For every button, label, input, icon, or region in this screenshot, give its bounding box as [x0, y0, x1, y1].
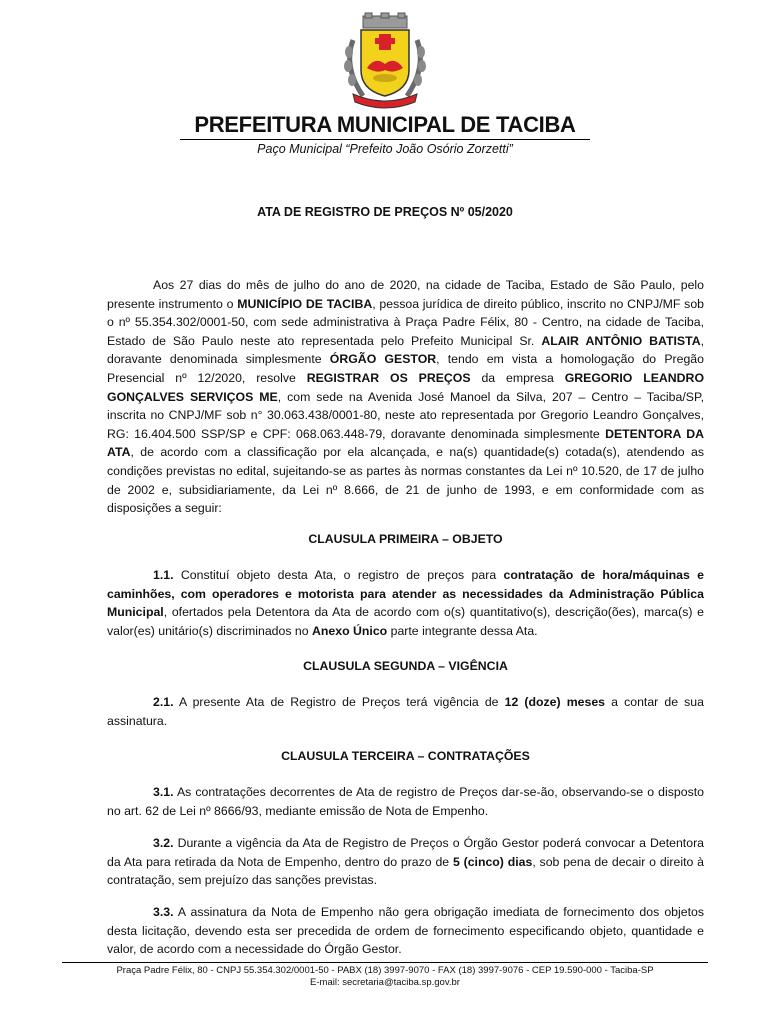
page-title: PREFEITURA MUNICIPAL DE TACIBA — [194, 112, 576, 137]
clause3-paragraph-1: 3.1. As contratações decorrentes de Ata de registro de Preços dar-se-ão, observando-se o disposto no art. 62 de Lei nº 8666/93, mediante emissão de Nota de Empenho. — [107, 785, 704, 818]
clause1-paragraph: 1.1. Constituí objeto desta Ata, o registro de preços para contratação de hora/máquinas e caminhões, com operadores e motorista para atender as necessidades da Administração Pública Municipal, ofertados pela Detentora da Ata de acordo com o(s) quantitativo(s), descrição(ões), marca(s) e valor(es) unitário(s) discriminados no Anexo Único parte integrante dessa Ata. — [107, 568, 705, 638]
clause2-paragraph: 2.1. A presente Ata de Registro de Preços terá vigência de 12 (doze) meses a contar de sua assinatura. — [107, 695, 704, 728]
footer-address: Praça Padre Félix, 80 - CNPJ 55.354.302/0001-50 - PABX (18) 3997-9070 - FAX (18) 3997-9076 - CEP 19.590-000 - Taciba-SP — [116, 965, 654, 976]
clause3-paragraph-3: 3.3. A assinatura da Nota de Empenho não gera obrigação imediata de fornecimento dos objetos desta licitação, devendo esta ser precedida de ordem de fornecimento especificando objeto, quantidade e valor, de acordo com a necessidade do Órgão Gestor. — [107, 905, 704, 957]
page-footer — [0, 965, 770, 989]
page-subtitle: Paço Municipal “Prefeito João Osório Zorzetti” — [257, 142, 513, 156]
document-title: ATA DE REGISTRO DE PREÇOS Nº 05/2020 — [257, 205, 513, 219]
clause2-heading: CLAUSULA SEGUNDA – VIGÊNCIA — [303, 659, 508, 673]
clause1-heading: CLAUSULA PRIMEIRA – OBJETO — [308, 532, 503, 546]
footer-divider — [62, 962, 708, 963]
header-divider — [180, 139, 590, 140]
municipal-coat-of-arms-icon — [335, 12, 435, 112]
clause3-heading: CLAUSULA TERCEIRA – CONTRATAÇÕES — [281, 749, 530, 763]
intro-paragraph: Aos 27 dias do mês de julho do ano de 2020, na cidade de Taciba, Estado de São Paulo, pelo presente instrumento o MUNICÍPIO DE TACIBA, pessoa jurídica de direito público, inscrito no CNPJ/MF sob o nº 55.354.302/0001-50, com sede administrativa à Praça Padre Félix, 80 - Centro, na cidade de Taciba, Estado de São Paulo neste ato representada pelo Prefeito Municipal Sr. ALAIR ANTÔNIO BATISTA, doravante denominada simplesmente ÓRGÃO GESTOR, tendo em vista a homologação do Pregão Presencial nº 12/2020, resolve REGISTRAR OS PREÇOS da empresa GREGORIO LEANDRO GONÇALVES SERVIÇOS ME, com sede na Avenida José Manoel da Silva, 207 – Centro – Taciba/SP, inscrita no CNPJ/MF sob n° 30.063.438/0001-80, neste ato representada por Gregorio Leandro Gonçalves, RG: 16.404.500 SSP/SP e CPF: 068.063.448-79, doravante denominada simplesmente DETENTORA DA ATA, de acordo com a classificação por ela alcançada, e na(s) quantidade(s) cotada(s), atendendo as condições previstas no edital, sujeitando-se as partes às normas constantes da Lei nº 10.520, de 17 de julho de 2002 e, subsidiariamente, da Lei nº 8.666, de 21 de junho de 1993, e em conformidade com as disposições a seguir: — [107, 278, 705, 516]
clause3-paragraph-2: 3.2. Durante a vigência da Ata de Registro de Preços o Órgão Gestor poderá convocar a Detentora da Ata para retirada da Nota de Empenho, dentro do prazo de 5 (cinco) dias, sob pena de decair o direito à contratação, sem prejuízo das sanções previstas. — [107, 836, 704, 888]
footer-email: E-mail: secretaria@taciba.sp.gov.br — [310, 977, 460, 988]
